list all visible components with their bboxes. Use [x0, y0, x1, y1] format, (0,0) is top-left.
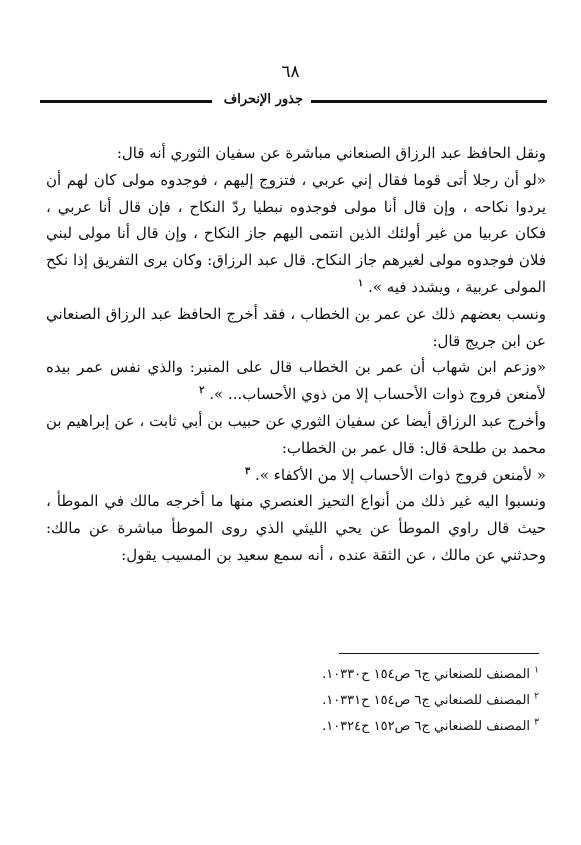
- paragraph-text: ونسب بعضهم ذلك عن عمر بن الخطاب ، فقد أخرج الحافظ عبد الرزاق الصنعاني عن ابن جريج قال:: [46, 304, 546, 350]
- paragraph: [46, 354, 546, 408]
- main-text: [46, 140, 546, 569]
- page-number: ٦٨: [281, 62, 300, 82]
- footnote-text: المصنف للصنعاني ج٦ ص١٥٤ ح١٠٣٣٠.: [322, 667, 531, 682]
- paragraph-text: «وزعم ابن شهاب أن عمر بن الخطاب قال على المنبر: والذي نفس عمر بيده لأمنعن فروج ذوات الأحساب إلا من ذوي الأحساب... ».: [46, 358, 546, 404]
- footnote-mark: ٢: [534, 691, 539, 702]
- footnote-mark: ٣: [534, 717, 539, 728]
- paragraph: [46, 301, 546, 355]
- footnote-mark: ١: [534, 665, 539, 676]
- paragraph: [46, 408, 546, 462]
- header-rule-left: [40, 100, 212, 103]
- footnotes: [69, 662, 539, 740]
- paragraph: [46, 140, 546, 167]
- footnote-reference: ٣: [244, 465, 251, 477]
- paragraph: [46, 462, 546, 489]
- footnote-text: المصنف للصنعاني ج٦ ص١٥٤ ح١٠٣٣١.: [322, 693, 531, 708]
- paragraph-text: وأخرج عبد الرزاق أيضا عن سفيان الثوري عن حبيب بن أبي ثابت ، عن إبراهيم بن محمد بن طلحة قال: قال عمر بن الخطاب:: [46, 411, 546, 457]
- paragraph-text: « لأمنعن فروج ذوات الأحساب إلا من الأكفاء ».: [255, 465, 546, 484]
- footnote-text: المصنف للصنعاني ج٦ ص١٥٢ ح١٠٣٢٤.: [322, 719, 531, 734]
- footnote: [69, 662, 539, 688]
- footnote: [69, 714, 539, 740]
- footnote-reference: ٢: [199, 385, 205, 397]
- paragraph: [46, 167, 546, 301]
- header-rule-right: [311, 100, 547, 103]
- paragraph: [46, 488, 546, 568]
- footnote: [69, 688, 539, 714]
- running-header-title: جذور الإنحراف: [223, 92, 303, 107]
- paragraph-text: «لو أن رجلا أتى قوما فقال إني عربي ، فتزوج إليهم ، فوجدوه مولى كان لهم أن يردوا نكاحه ، وإن قال أنا مولى فوجدوه نبطيا ردّ النكاح ، فإن قال أنا عربي ، فكان عربيا من غير أولئك الذين انتمى اليهم جاز النكاح ، وإن قال أنا مولى لبني فلان فوجدوه مولى لغيرهم جاز النكاح. قال عبد الرزاق: وكان يرى التفريق إذا نكح المولى عربية ، ويشدد فيه ».: [46, 170, 546, 296]
- footnote-divider: [339, 653, 539, 654]
- running-header: [40, 94, 547, 110]
- footnote-reference: ١: [357, 277, 364, 289]
- paragraph-text: ونسبوا اليه غير ذلك من أنواع التحيز العنصري منها ما أخرجه مالك في الموطأ ، حيث قال راوي الموطأ عن يحي الليثي الذي روى الموطأ مباشرة عن مالك: وحدثني عن مالك ، عن الثقة عنده ، أنه سمع سعيد بن المسيب يقول:: [46, 492, 546, 564]
- paragraph-text: ونقل الحافظ عبد الرزاق الصنعاني مباشرة عن سفيان الثوري أنه قال:: [116, 144, 546, 162]
